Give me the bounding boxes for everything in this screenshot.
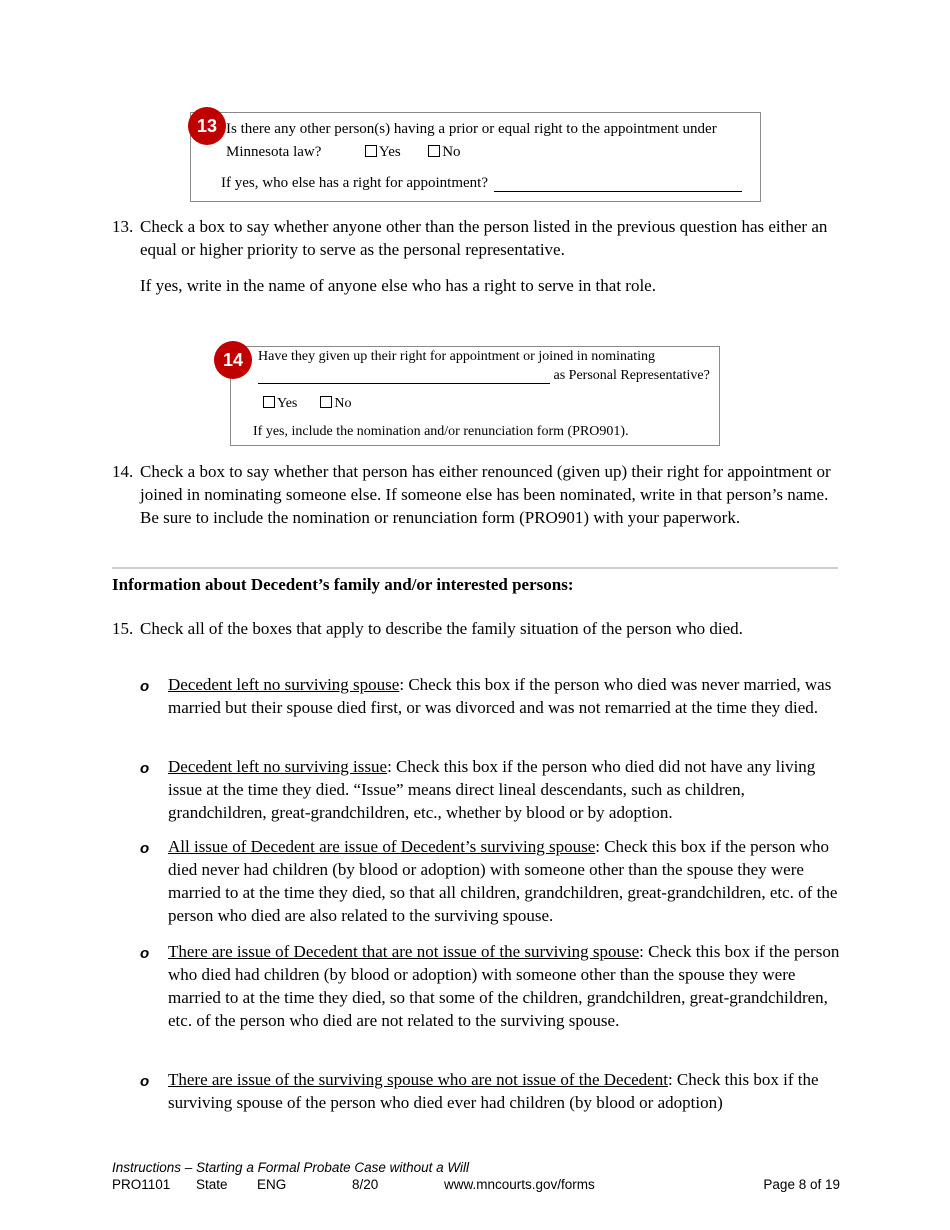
badge-13: 13 — [188, 107, 226, 145]
form14-yes-label: Yes — [277, 396, 298, 411]
footer-title: Instructions – Starting a Formal Probate Case without a Will — [112, 1160, 470, 1175]
section-heading: Information about Decedent’s family and/or interested persons: — [112, 575, 574, 594]
instruction-14 — [112, 460, 840, 555]
form14-question-cont: as Personal Representative? — [553, 368, 710, 383]
instruction-14-text: Check a box to say whether that person has either renounced (given up) their right for appointment or joined in nominating someone else. If someone else has been nominated, write in that person’s name. Be sure to include the nomination or renunciation form (PRO901) with your paperwork. — [140, 462, 831, 527]
badge-14: 14 — [214, 341, 252, 379]
form14-question: Have they given up their right for appointment or joined in nominating — [258, 349, 655, 364]
bullet-mark: o — [140, 1073, 150, 1090]
instruction-15 — [112, 617, 840, 641]
form13-no-checkbox[interactable] — [428, 145, 440, 157]
footer-meta — [112, 1177, 840, 1195]
footer-revision: 8/20 — [352, 1177, 379, 1192]
footer-page-number: Page 8 of 19 — [763, 1177, 840, 1192]
form13-no-label: No — [442, 144, 461, 160]
footer-form-id: PRO1101 — [112, 1177, 171, 1192]
bullet-text: : Check this box if the person who died was never married, was married but their spouse died first, or was divorced and was not remarried at the time they died. — [168, 675, 832, 717]
bullet-label: Decedent left no surviving spouse — [168, 675, 400, 694]
bullet-mark: o — [140, 760, 150, 777]
form13-followup-label: If yes, who else has a right for appointment? — [221, 175, 489, 191]
bullet-mark: o — [140, 678, 150, 695]
form14-nominee-field[interactable] — [258, 370, 550, 384]
bullet-label: There are issue of Decedent that are not issue of the surviving spouse — [168, 942, 640, 961]
form13-followup — [221, 175, 742, 192]
instruction-13-followup: If yes, write in the name of anyone else who has a right to serve in that role. — [140, 276, 656, 295]
footer-jurisdiction: State — [196, 1177, 228, 1192]
footer-url[interactable]: www.mncourts.gov/forms — [444, 1177, 595, 1192]
bullet-text: : Check this box if the person who died never had children (by blood or adoption) with someone other than the spouse they were married to at the time they died, so that all children, grandchildren, great-grandchildren, etc. of the person who died are also related to the surviving spouse. — [168, 837, 838, 925]
bullet-text: : Check this box if the surviving spouse of the person who died ever had children (by blood or adoption) — [168, 1070, 819, 1112]
form13-question-line2 — [226, 144, 461, 161]
form14-followup: If yes, include the nomination and/or renunciation form (PRO901). — [253, 424, 629, 439]
instruction-15-number: 15. — [112, 619, 134, 638]
bullet-text: : Check this box if the person who died did not have any living issue at the time they died. “Issue” means direct lineal descendants, such as children, grandchildren, great-grandchildren, etc., whether by blood or by adoption. — [168, 757, 816, 822]
form13-question-cont: Minnesota law? — [226, 144, 322, 160]
instruction-13-number: 13. — [112, 217, 134, 236]
bullet-mark: o — [140, 840, 150, 857]
form14-options — [263, 396, 352, 412]
form14-yes-checkbox[interactable] — [263, 396, 275, 408]
form-excerpt-14 — [230, 346, 720, 446]
bullet-mark: o — [140, 945, 150, 962]
bullet-label: There are issue of the surviving spouse who are not issue of the Decedent — [168, 1070, 668, 1089]
form-excerpt-13 — [190, 112, 761, 202]
form13-yes-checkbox[interactable] — [365, 145, 377, 157]
instruction-15-text: Check all of the boxes that apply to describe the family situation of the person who died. — [140, 619, 743, 638]
instruction-14-number: 14. — [112, 462, 134, 481]
instruction-13-text: Check a box to say whether anyone other than the person listed in the previous question has either an equal or higher priority to serve as the personal representative. — [140, 217, 828, 259]
instruction-13 — [112, 215, 840, 305]
bullet-label: Decedent left no surviving issue — [168, 757, 388, 776]
bullet-label: All issue of Decedent are issue of Decedent’s surviving spouse — [168, 837, 596, 856]
form14-question-line2 — [258, 368, 710, 384]
form13-appointment-field[interactable] — [494, 177, 742, 192]
form14-no-label: No — [334, 396, 352, 411]
page-footer — [112, 1160, 840, 1198]
form14-no-checkbox[interactable] — [320, 396, 332, 408]
form13-yes-label: Yes — [378, 144, 401, 160]
bullet-text: : Check this box if the person who died had children (by blood or adoption) with someone other than the spouse they were married to at the time they died, so that some of the children, grandchildren, great-grandchildren, etc. of the person who died are not related to the surviving spouse. — [168, 942, 840, 1030]
footer-language: ENG — [257, 1177, 287, 1192]
section-divider — [112, 567, 838, 569]
form13-question: Is there any other person(s) having a prior or equal right to the appointment under — [226, 121, 717, 137]
